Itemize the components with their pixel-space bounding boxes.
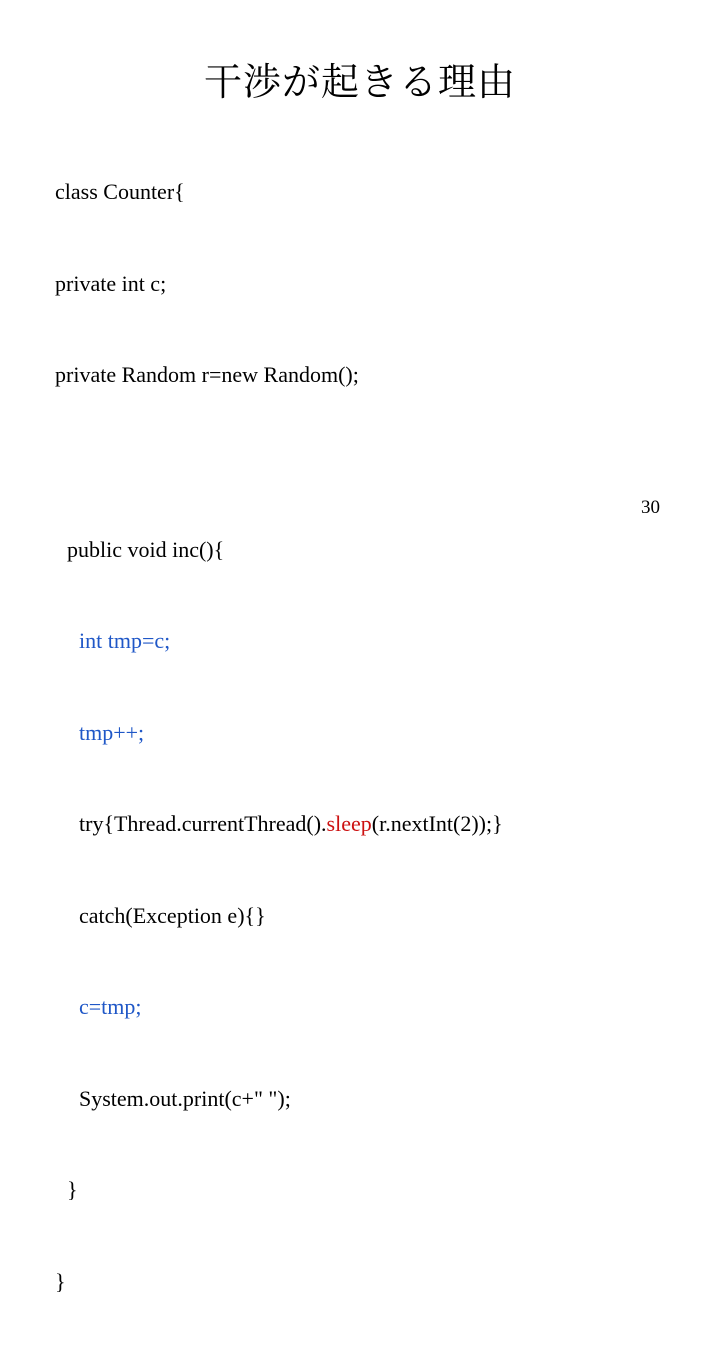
try-suffix: (r.nextInt(2));} (371, 811, 503, 836)
code-line-class-decl: class Counter{ (55, 179, 185, 204)
code-line-print: System.out.print(c+" "); (79, 1085, 291, 1111)
code-line-increment: tmp++; (79, 719, 145, 745)
slide-title: 干渉が起きる理由 (203, 60, 516, 104)
page-number: 30 (641, 497, 660, 518)
code-line-field-random: private Random r=new Random(); (55, 362, 359, 387)
code-line-write-c: c=tmp; (79, 994, 142, 1019)
sleep-highlight: sleep (326, 811, 372, 836)
code-blank-line (55, 452, 695, 474)
code-line-read-c: int tmp=c; (79, 628, 171, 653)
code-line-field-c: private int c; (55, 270, 167, 296)
code-line-try-sleep (55, 809, 695, 840)
code-line-class-close: } (55, 1268, 66, 1294)
try-prefix: try{Thread.currentThread(). (79, 811, 327, 836)
code-line-method-close: } (67, 1177, 78, 1202)
code-block (55, 116, 695, 1358)
code-line-method-decl: public void inc(){ (67, 536, 225, 562)
code-line-catch: catch(Exception e){} (79, 902, 266, 928)
